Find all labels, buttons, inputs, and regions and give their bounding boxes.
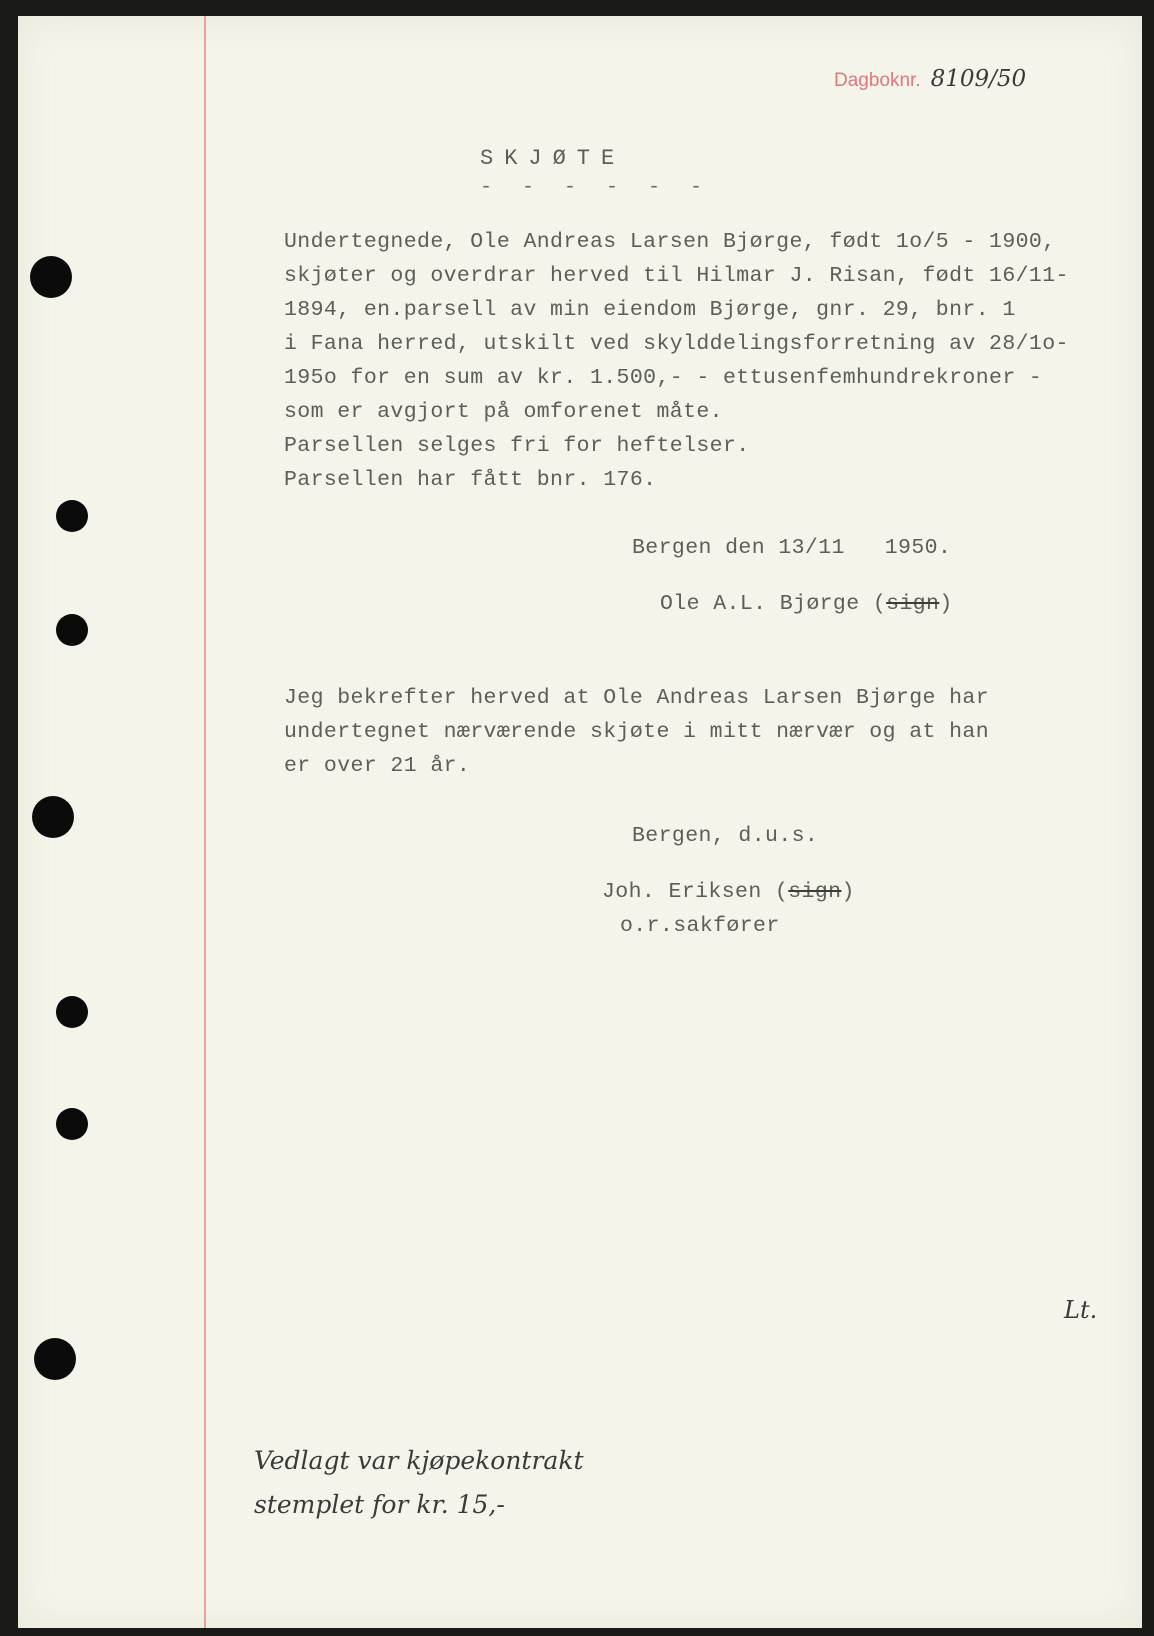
- punch-hole-7: [34, 1338, 76, 1380]
- body-line-2: skjøter og overdrar herved til Hilmar J. Risan, født 16/11-: [284, 264, 1069, 288]
- journal-number: 8109/50: [930, 66, 1027, 92]
- punch-hole-6: [56, 1108, 88, 1140]
- punch-hole-2: [56, 500, 88, 532]
- body-line-4: i Fana herred, utskilt ved skylddelingsforretning av 28/1o-: [284, 332, 1069, 356]
- body-line-1: Undertegnede, Ole Andreas Larsen Bjørge, født 1o/5 - 1900,: [284, 230, 1056, 254]
- punch-hole-4: [32, 796, 74, 838]
- handwritten-initials: Lt.: [1064, 1296, 1098, 1324]
- seller-signature: [660, 592, 953, 616]
- body-line-6: som er avgjort på omforenet måte.: [284, 400, 723, 424]
- document-title: SKJØTE: [480, 146, 626, 171]
- attestation-line-2: undertegnet nærværende skjøte i mitt nærvær og at han: [284, 720, 990, 744]
- handwritten-note-line-2: stemplet for kr. 15,-: [254, 1490, 505, 1519]
- witness-close-paren: ): [841, 880, 855, 904]
- handwritten-note-line-1: Vedlagt var kjøpekontrakt: [254, 1446, 584, 1475]
- witness-sign-struck: sign: [788, 880, 842, 904]
- title-underline: - - - - - -: [480, 176, 712, 199]
- seller-close-paren: ): [939, 592, 953, 616]
- punch-hole-5: [56, 996, 88, 1028]
- place-date-1: Bergen den 13/11 1950.: [632, 536, 952, 560]
- stamp-label: Dagboknr.: [834, 70, 921, 91]
- witness-signature: [602, 880, 855, 904]
- seller-sign-struck: sign: [886, 592, 940, 616]
- attestation-line-1: Jeg bekrefter herved at Ole Andreas Larsen Bjørge har: [284, 686, 990, 710]
- witness-title: o.r.sakfører: [620, 914, 780, 938]
- seller-name: Ole A.L. Bjørge (: [660, 592, 887, 616]
- document-page: [18, 16, 1142, 1628]
- journal-number-stamp: [834, 66, 1026, 92]
- attestation-line-3: er over 21 år.: [284, 754, 471, 778]
- punch-hole-1: [30, 256, 72, 298]
- punch-hole-3: [56, 614, 88, 646]
- place-date-2: Bergen, d.u.s.: [632, 824, 819, 848]
- witness-name: Joh. Eriksen (: [602, 880, 789, 904]
- body-line-7: Parsellen selges fri for heftelser.: [284, 434, 750, 458]
- body-line-3: 1894, en.parsell av min eiendom Bjørge, gnr. 29, bnr. 1: [284, 298, 1016, 322]
- body-line-8: Parsellen har fått bnr. 176.: [284, 468, 657, 492]
- body-line-5: 195o for en sum av kr. 1.500,- - ettusenfemhundrekroner -: [284, 366, 1043, 390]
- margin-rule: [204, 16, 206, 1628]
